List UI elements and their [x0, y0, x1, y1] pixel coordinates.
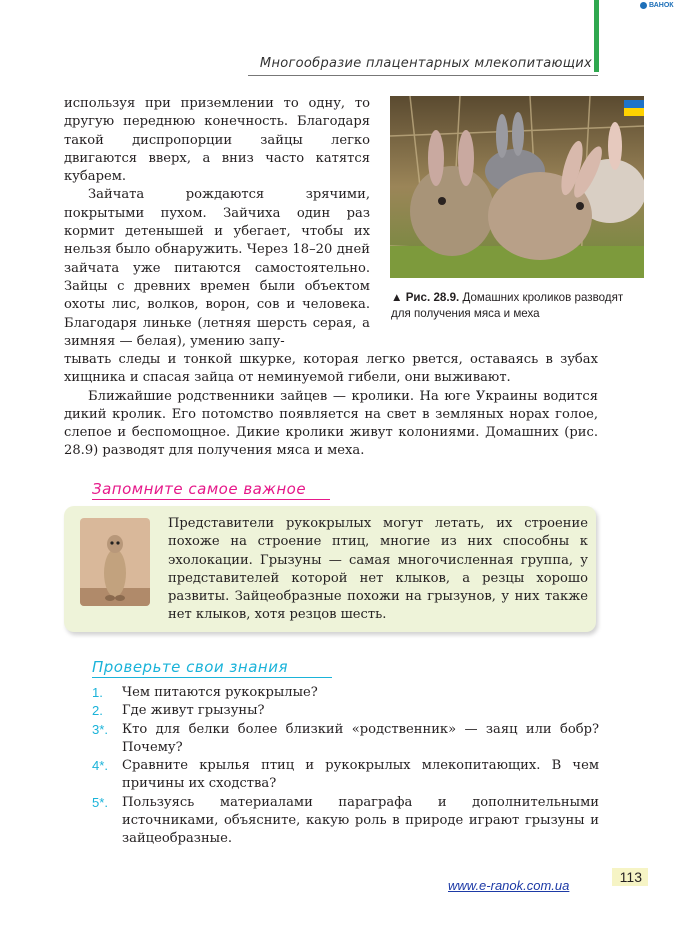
question-item [92, 757, 599, 794]
question-number: 5*. [92, 794, 109, 810]
question-text: Кто для белки более близкий «родственник» — заяц или бобр? Почему? [122, 721, 599, 755]
meerkat-photo [80, 518, 150, 606]
summary-text: Представители рукокрылых могут летать, их строение похоже на строение птиц, многие из них способны к эхолокации. Грызуны — самая многочисленная группа, у представителей которой нет клыков, а резцы хорошо развиты. Зайцеобразные похожи на грызунов, у них также нет клыков, хотя резцов шесть. [168, 516, 588, 623]
publisher-logo [640, 2, 674, 9]
question-item [92, 721, 599, 758]
paragraph: используя при приземлении то одну, то другую переднюю конечность. Благодаря такой диспропорции зайцы легко двигаются вверх, а вниз часто катятся кубарем. [64, 96, 370, 185]
paragraph: тывать следы и тонкой шкурке, которая легко рвется, оставаясь в зубах хищника и спасая зайца от неминуемой гибели, они выживают. [64, 352, 598, 386]
figure-caption [391, 290, 641, 322]
question-text: Сравните крылья птиц и рукокрылых млекопитающих. В чем причины их сходства? [122, 758, 599, 792]
full-width-text [64, 351, 598, 461]
rabbits-photo [390, 96, 644, 278]
summary-title-underline [92, 499, 330, 500]
question-text: Чем питаются рукокрылые? [122, 685, 318, 700]
running-title: Многообразие плацентарных млекопитающих [259, 56, 592, 71]
question-number: 2. [92, 703, 103, 719]
questions-list [92, 684, 599, 849]
logo-text: ВАНОК [649, 2, 674, 9]
left-column [64, 95, 370, 351]
page-number: 113 [619, 869, 642, 885]
question-number: 3*. [92, 721, 109, 737]
check-title: Проверьте свои знания [92, 658, 288, 676]
header-accent-rule [594, 0, 599, 72]
question-item [92, 684, 599, 702]
check-title-underline [92, 677, 332, 678]
question-item [92, 794, 599, 849]
summary-title: Запомните самое важное [92, 480, 307, 498]
question-text: Пользуясь материалами параграфа и дополнительными источниками, объясните, какую роль в природе играют грызуны и зайцеобразные. [122, 794, 599, 847]
figure-label: ▲ Рис. 28.9. [391, 291, 460, 304]
question-number: 1. [92, 685, 103, 700]
header-divider [248, 75, 598, 76]
question-text: Где живут грызуны? [122, 703, 265, 719]
meerkat-illustration [80, 518, 150, 606]
rabbits-illustration [390, 96, 644, 278]
paragraph: Зайчата рождаются зрячими, покрытыми пухом. Зайчиха один раз кормит детенышей и убегает, чтобы их нельзя было обнаружить. Через 18–20 дней зайчата уже питаются самостоятельно. Зайцы с древних времен были объектом охоты лис, волков, ворон, сов и человека. Благодаря линьке (летняя шерсть серая, а зимняя — белая), умению запу- [64, 187, 370, 349]
figure-caption-text: Домашних кроликов разводят для получения мяса и меха [391, 291, 624, 320]
ukraine-flag-icon [624, 100, 644, 116]
logo-icon [640, 2, 647, 9]
paragraph: Ближайшие родственники зайцев — кролики. На юге Украины водится дикий кролик. Его потомство появляется на свет в земляных норах голое, слепое и беспомощное. Дикие кролики живут колониями. Домашних (рис. 28.9) разводят для получения мяса и меха. [64, 388, 598, 459]
publisher-link[interactable]: www.e-ranok.com.ua [448, 878, 570, 893]
question-item [92, 702, 599, 720]
question-number: 4*. [92, 758, 109, 774]
